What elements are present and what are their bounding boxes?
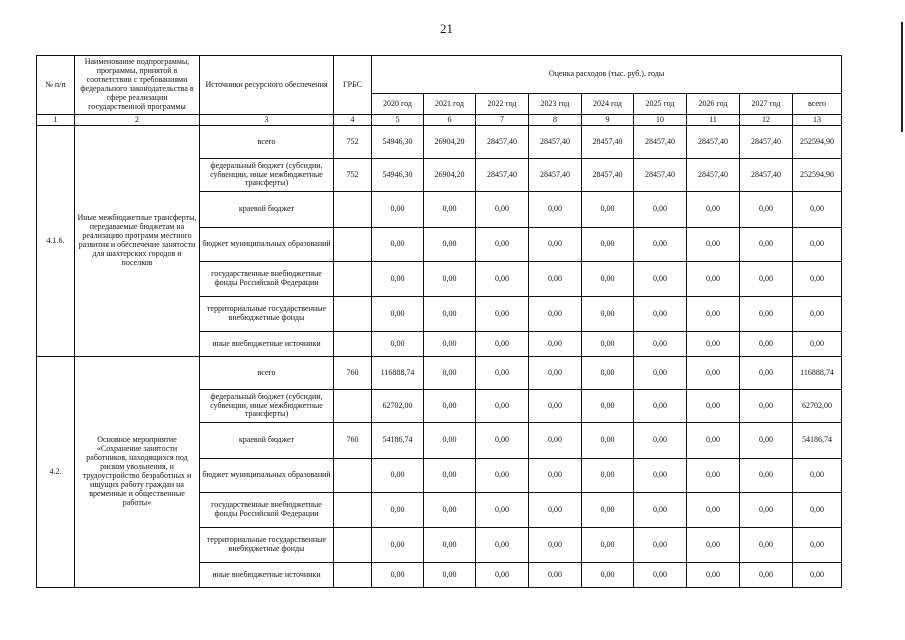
year-value: 28457,40 xyxy=(529,159,582,192)
grbs-code xyxy=(334,297,372,332)
column-number: 1 xyxy=(37,115,75,126)
year-value: 0,00 xyxy=(372,332,424,357)
year-value: 0,00 xyxy=(582,563,634,588)
year-value: 28457,40 xyxy=(476,126,529,159)
year-value: 0,00 xyxy=(476,563,529,588)
total-value: 0,00 xyxy=(793,332,842,357)
table-row xyxy=(37,357,842,390)
year-value: 0,00 xyxy=(372,228,424,262)
header-year: 2026 год xyxy=(687,94,740,115)
column-number: 4 xyxy=(334,115,372,126)
header-year: 2020 год xyxy=(372,94,424,115)
total-value: 0,00 xyxy=(793,563,842,588)
column-number: 6 xyxy=(424,115,476,126)
year-value: 0,00 xyxy=(372,297,424,332)
year-value: 26904,20 xyxy=(424,159,476,192)
year-value: 28457,40 xyxy=(634,159,687,192)
year-value: 0,00 xyxy=(582,423,634,459)
funding-source: государственные внебюджетные фонды Российской Федерации xyxy=(200,262,334,297)
year-value: 0,00 xyxy=(740,192,793,228)
year-value: 0,00 xyxy=(529,228,582,262)
funding-source: территориальные государственные внебюджетные фонды xyxy=(200,297,334,332)
year-value: 0,00 xyxy=(740,528,793,563)
year-value: 28457,40 xyxy=(476,159,529,192)
year-value: 0,00 xyxy=(634,390,687,423)
funding-source: территориальные государственные внебюджетные фонды xyxy=(200,528,334,563)
page-number: 21 xyxy=(440,21,453,36)
total-value: 0,00 xyxy=(793,297,842,332)
year-value: 0,00 xyxy=(476,390,529,423)
year-value: 28457,40 xyxy=(582,126,634,159)
grbs-code xyxy=(334,390,372,423)
year-value: 0,00 xyxy=(634,563,687,588)
year-value: 0,00 xyxy=(740,357,793,390)
year-value: 0,00 xyxy=(529,563,582,588)
year-value: 0,00 xyxy=(687,262,740,297)
item-number: 4.2. xyxy=(37,357,75,588)
total-value: 0,00 xyxy=(793,493,842,528)
funding-source: иные внебюджетные источники xyxy=(200,563,334,588)
year-value: 28457,40 xyxy=(687,126,740,159)
year-value: 0,00 xyxy=(582,192,634,228)
grbs-code xyxy=(334,192,372,228)
header-grbs: ГРБС xyxy=(334,56,372,115)
year-value: 0,00 xyxy=(740,297,793,332)
column-number: 11 xyxy=(687,115,740,126)
total-value: 252594,90 xyxy=(793,126,842,159)
grbs-code xyxy=(334,563,372,588)
grbs-code xyxy=(334,228,372,262)
year-value: 28457,40 xyxy=(740,126,793,159)
grbs-code xyxy=(334,332,372,357)
total-value: 54186,74 xyxy=(793,423,842,459)
year-value: 0,00 xyxy=(424,228,476,262)
table-header xyxy=(37,56,842,126)
year-value: 62702,00 xyxy=(372,390,424,423)
year-value: 0,00 xyxy=(582,493,634,528)
year-value: 0,00 xyxy=(687,192,740,228)
year-value: 0,00 xyxy=(634,262,687,297)
year-value: 0,00 xyxy=(529,528,582,563)
year-value: 0,00 xyxy=(687,563,740,588)
year-value: 0,00 xyxy=(476,423,529,459)
total-value: 0,00 xyxy=(793,528,842,563)
year-value: 0,00 xyxy=(582,459,634,493)
year-value: 0,00 xyxy=(529,297,582,332)
year-value: 28457,40 xyxy=(529,126,582,159)
year-value: 0,00 xyxy=(740,262,793,297)
total-value: 252594,90 xyxy=(793,159,842,192)
column-number: 8 xyxy=(529,115,582,126)
total-value: 0,00 xyxy=(793,228,842,262)
column-number: 7 xyxy=(476,115,529,126)
total-value: 0,00 xyxy=(793,459,842,493)
year-value: 116888,74 xyxy=(372,357,424,390)
column-number: 13 xyxy=(793,115,842,126)
year-value: 0,00 xyxy=(740,332,793,357)
column-number: 9 xyxy=(582,115,634,126)
year-value: 0,00 xyxy=(372,528,424,563)
year-value: 0,00 xyxy=(687,228,740,262)
year-value: 0,00 xyxy=(424,390,476,423)
year-value: 54186,74 xyxy=(372,423,424,459)
funding-source: бюджет муниципальных образований xyxy=(200,459,334,493)
column-number: 5 xyxy=(372,115,424,126)
header-estimate: Оценка расходов (тыс. руб.), годы xyxy=(372,56,842,94)
table-row xyxy=(37,126,842,159)
item-number: 4.1.6. xyxy=(37,126,75,357)
year-value: 0,00 xyxy=(372,493,424,528)
year-value: 0,00 xyxy=(582,357,634,390)
year-value: 0,00 xyxy=(372,192,424,228)
column-number: 3 xyxy=(200,115,334,126)
year-value: 0,00 xyxy=(529,332,582,357)
column-number: 10 xyxy=(634,115,687,126)
year-value: 0,00 xyxy=(582,332,634,357)
year-value: 0,00 xyxy=(424,423,476,459)
header-name: Наименование подпрограммы, программы, принятой в соответствии с требованиями федерального законодательства в сфере реализации государственной программы xyxy=(75,56,200,115)
funding-source: иные внебюджетные источники xyxy=(200,332,334,357)
grbs-code xyxy=(334,493,372,528)
year-value: 0,00 xyxy=(687,493,740,528)
year-value: 0,00 xyxy=(476,493,529,528)
year-value: 0,00 xyxy=(476,332,529,357)
year-value: 0,00 xyxy=(476,192,529,228)
header-year: 2022 год xyxy=(476,94,529,115)
year-value: 0,00 xyxy=(582,528,634,563)
header-year: 2024 год xyxy=(582,94,634,115)
grbs-code xyxy=(334,262,372,297)
item-name: Основное мероприятие «Сохранение занятости работников, находящихся под риском увольнения, и трудоустройство безработных и ищущих работу граждан на временные и общественные работы» xyxy=(75,357,200,588)
total-value: 0,00 xyxy=(793,192,842,228)
budget-table xyxy=(36,55,842,588)
year-value: 0,00 xyxy=(424,357,476,390)
year-value: 0,00 xyxy=(687,297,740,332)
funding-source: краевой бюджет xyxy=(200,423,334,459)
year-value: 28457,40 xyxy=(687,159,740,192)
year-value: 0,00 xyxy=(634,528,687,563)
year-value: 0,00 xyxy=(740,493,793,528)
year-value: 54946,30 xyxy=(372,126,424,159)
year-value: 0,00 xyxy=(476,262,529,297)
year-value: 0,00 xyxy=(529,459,582,493)
year-value: 0,00 xyxy=(476,297,529,332)
funding-source: государственные внебюджетные фонды Российской Федерации xyxy=(200,493,334,528)
year-value: 0,00 xyxy=(529,357,582,390)
year-value: 0,00 xyxy=(634,423,687,459)
grbs-code: 752 xyxy=(334,126,372,159)
year-value: 0,00 xyxy=(634,192,687,228)
year-value: 0,00 xyxy=(476,459,529,493)
year-value: 0,00 xyxy=(529,192,582,228)
header-num: № п/п xyxy=(37,56,75,115)
grbs-code: 752 xyxy=(334,159,372,192)
grbs-code: 760 xyxy=(334,423,372,459)
grbs-code xyxy=(334,528,372,563)
year-value: 0,00 xyxy=(634,332,687,357)
year-value: 0,00 xyxy=(687,332,740,357)
table-body xyxy=(37,126,842,588)
funding-source: всего xyxy=(200,126,334,159)
funding-source: федеральный бюджет (субсидии, субвенции, иные межбюджетные трансферты) xyxy=(200,159,334,192)
header-year: 2025 год xyxy=(634,94,687,115)
column-numbers-row xyxy=(37,115,842,126)
year-value: 0,00 xyxy=(740,228,793,262)
year-value: 0,00 xyxy=(372,459,424,493)
funding-source: федеральный бюджет (субсидии, субвенции, иные межбюджетные трансферты) xyxy=(200,390,334,423)
year-value: 0,00 xyxy=(687,459,740,493)
header-year: 2027 год xyxy=(740,94,793,115)
year-value: 0,00 xyxy=(529,390,582,423)
year-value: 0,00 xyxy=(424,262,476,297)
header-year: 2021 год xyxy=(424,94,476,115)
year-value: 28457,40 xyxy=(582,159,634,192)
year-value: 0,00 xyxy=(424,332,476,357)
year-value: 0,00 xyxy=(687,528,740,563)
year-value: 0,00 xyxy=(740,423,793,459)
funding-source: краевой бюджет xyxy=(200,192,334,228)
year-value: 0,00 xyxy=(740,459,793,493)
year-value: 0,00 xyxy=(529,262,582,297)
total-value: 0,00 xyxy=(793,262,842,297)
year-value: 0,00 xyxy=(424,493,476,528)
year-value: 54946,30 xyxy=(372,159,424,192)
year-value: 0,00 xyxy=(582,228,634,262)
year-value: 0,00 xyxy=(634,357,687,390)
year-value: 0,00 xyxy=(424,528,476,563)
year-value: 26904,20 xyxy=(424,126,476,159)
header-total: всего xyxy=(793,94,842,115)
funding-source: бюджет муниципальных образований xyxy=(200,228,334,262)
year-value: 0,00 xyxy=(529,423,582,459)
column-number: 2 xyxy=(75,115,200,126)
funding-source: всего xyxy=(200,357,334,390)
year-value: 0,00 xyxy=(582,297,634,332)
year-value: 0,00 xyxy=(424,459,476,493)
year-value: 0,00 xyxy=(372,563,424,588)
year-value: 0,00 xyxy=(634,493,687,528)
header-year: 2023 год xyxy=(529,94,582,115)
year-value: 0,00 xyxy=(529,493,582,528)
year-value: 0,00 xyxy=(687,423,740,459)
year-value: 28457,40 xyxy=(634,126,687,159)
year-value: 0,00 xyxy=(582,262,634,297)
year-value: 0,00 xyxy=(476,228,529,262)
year-value: 0,00 xyxy=(687,357,740,390)
year-value: 0,00 xyxy=(582,390,634,423)
year-value: 0,00 xyxy=(476,528,529,563)
total-value: 116888,74 xyxy=(793,357,842,390)
year-value: 0,00 xyxy=(476,357,529,390)
year-value: 0,00 xyxy=(424,563,476,588)
grbs-code: 760 xyxy=(334,357,372,390)
year-value: 0,00 xyxy=(687,390,740,423)
total-value: 62702,00 xyxy=(793,390,842,423)
year-value: 0,00 xyxy=(372,262,424,297)
page-edge-mark xyxy=(901,22,903,132)
year-value: 0,00 xyxy=(424,192,476,228)
year-value: 0,00 xyxy=(634,297,687,332)
year-value: 0,00 xyxy=(740,563,793,588)
year-value: 0,00 xyxy=(424,297,476,332)
year-value: 0,00 xyxy=(634,228,687,262)
column-number: 12 xyxy=(740,115,793,126)
year-value: 28457,40 xyxy=(740,159,793,192)
year-value: 0,00 xyxy=(634,459,687,493)
year-value: 0,00 xyxy=(740,390,793,423)
header-source: Источники ресурсного обеспечения xyxy=(200,56,334,115)
item-name: Иные межбюджетные трансферты, передаваемые бюджетам на реализацию программ местного развития и обеспечение занятости для шахтерских городов и поселков xyxy=(75,126,200,357)
grbs-code xyxy=(334,459,372,493)
